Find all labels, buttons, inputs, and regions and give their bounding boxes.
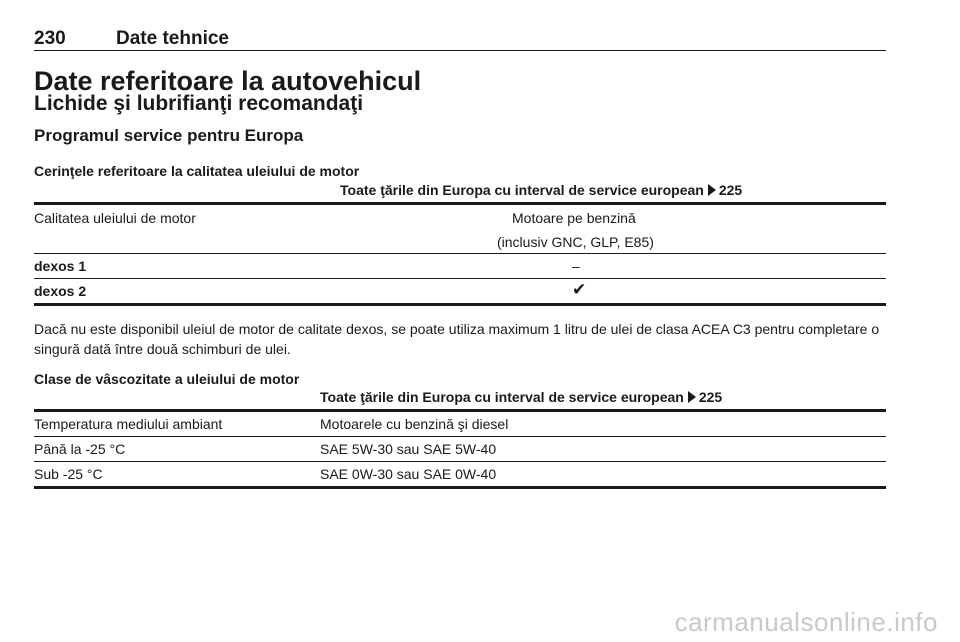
note-paragraph: Dacă nu este disponibil uleiul de motor de calitate dexos, se poate utiliza maximum 1 litru de ulei de clasa ACEA C3 pentru completare o singură dată între două schimburi de ulei. bbox=[34, 321, 880, 357]
table-row bbox=[34, 412, 886, 437]
viscosity-caption: Clase de vâscozitate a uleiului de motor bbox=[34, 371, 300, 387]
temperature-range: Până la -25 °C bbox=[34, 441, 126, 457]
oil-grade: dexos 1 bbox=[34, 258, 87, 274]
oil-quality-table bbox=[34, 182, 886, 306]
table-header bbox=[34, 182, 886, 205]
oil-quality-caption: Cerinţele referitoare la calitatea uleiului de motor bbox=[34, 163, 360, 179]
table-row bbox=[34, 279, 886, 306]
table-row bbox=[34, 437, 886, 462]
table-row bbox=[34, 254, 886, 279]
page-heading: Date referitoare la autovehicul bbox=[34, 66, 422, 96]
table-row bbox=[34, 205, 886, 254]
header-text: Toate ţările din Europa cu interval de service european 225 bbox=[340, 182, 743, 198]
running-header bbox=[34, 28, 886, 51]
viscosity-grade: SAE 0W-30 sau SAE 0W-40 bbox=[320, 466, 497, 482]
header-text: Toate ţările din Europa cu interval de service european 225 bbox=[320, 389, 723, 405]
page-reference-icon bbox=[688, 391, 696, 403]
column-label: Temperatura mediului ambiant bbox=[34, 416, 223, 432]
column-label: Calitatea uleiului de motor bbox=[34, 210, 196, 226]
column-label: Motoarele cu benzină şi diesel bbox=[320, 416, 509, 432]
page-reference: 225 bbox=[718, 182, 743, 198]
column-label-note: (inclusiv GNC, GLP, E85) bbox=[497, 234, 654, 250]
watermark: carmanualsonline.info bbox=[674, 607, 938, 637]
viscosity-table bbox=[34, 389, 886, 489]
page-reference: 225 bbox=[698, 389, 723, 405]
checkmark-icon: ✔ bbox=[572, 280, 587, 299]
subheading: Lichide şi lubrifianţi recomandaţi bbox=[34, 92, 364, 115]
page-number: 230 bbox=[34, 28, 66, 49]
table-row bbox=[34, 462, 886, 489]
table-header bbox=[34, 389, 886, 412]
viscosity-grade: SAE 5W-30 sau SAE 5W-40 bbox=[320, 441, 497, 457]
column-label: Motoare pe benzină bbox=[512, 210, 636, 226]
section-heading: Programul service pentru Europa bbox=[34, 126, 304, 145]
oil-grade: dexos 2 bbox=[34, 283, 87, 299]
section-title: Date tehnice bbox=[116, 28, 229, 49]
row-value: – bbox=[572, 258, 580, 274]
page-reference-icon bbox=[708, 184, 716, 196]
temperature-range: Sub -25 °C bbox=[34, 466, 103, 482]
